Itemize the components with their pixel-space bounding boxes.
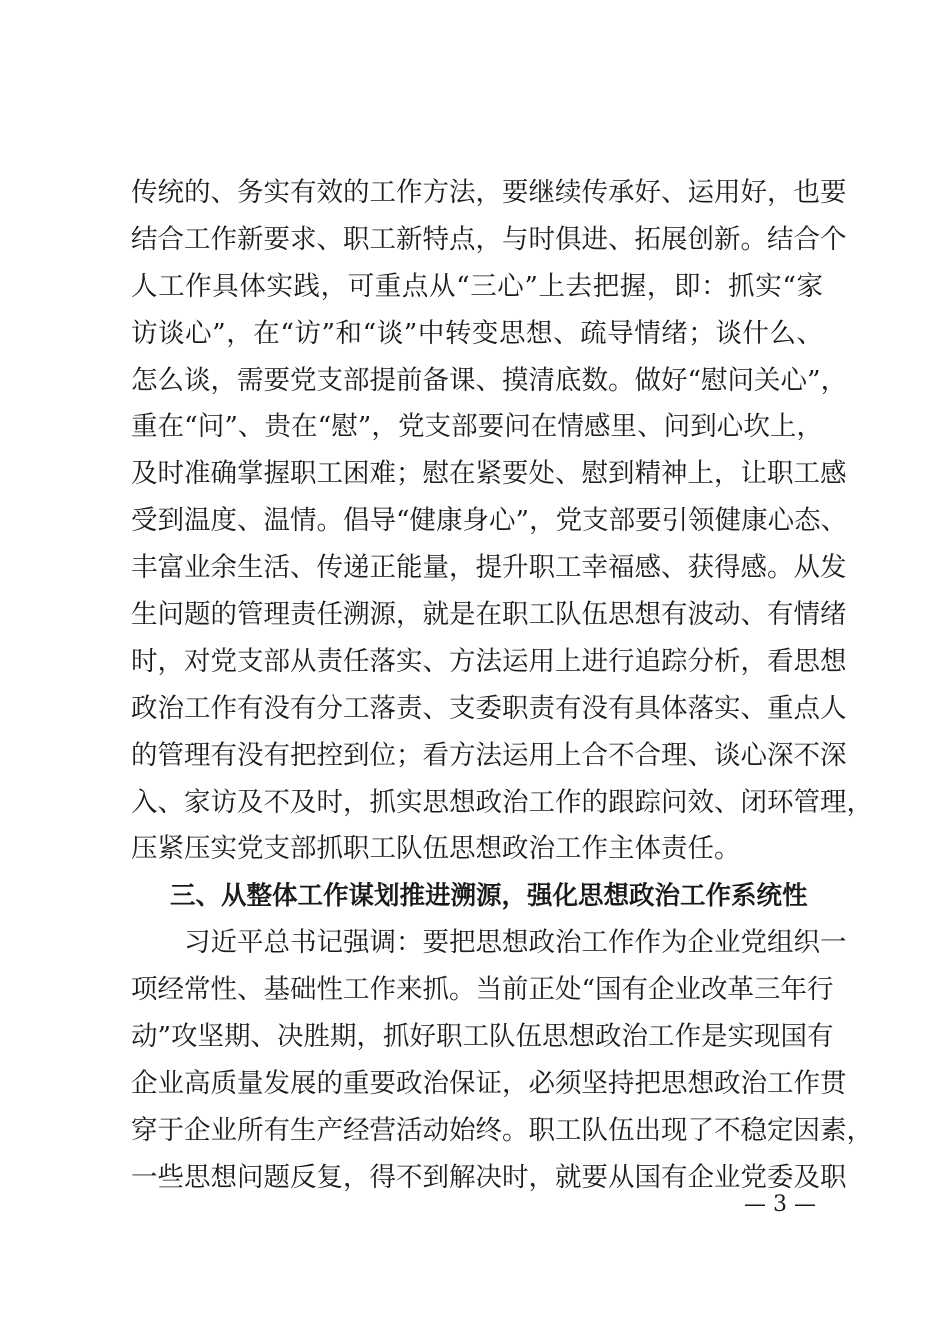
paragraph-line: 穿于企业所有生产经营活动始终。职工队伍出现了不稳定因素， bbox=[131, 1114, 873, 1146]
paragraph-line: 动”攻坚期、决胜期，抓好职工队伍思想政治工作是实现国有 bbox=[131, 1021, 834, 1053]
paragraph-line: 的管理有没有把控到位；看方法运用上合不合理、谈心深不深 bbox=[131, 739, 847, 771]
paragraph-line: 时，对党支部从责任落实、方法运用上进行追踪分析，看思想 bbox=[131, 645, 847, 677]
section-heading: 三、从整体工作谋划推进溯源，强化思想政治工作系统性 bbox=[170, 881, 808, 912]
paragraph-line: 受到温度、温情。倡导“健康身心”，党支部要引领健康心态、 bbox=[131, 505, 848, 537]
paragraph-line: 丰富业余生活、传递正能量，提升职工幸福感、获得感。从发 bbox=[131, 552, 847, 584]
paragraph-line: 及时准确掌握职工困难；慰在紧要处、慰到精神上，让职工感 bbox=[131, 458, 847, 490]
paragraph-line: 一些思想问题反复，得不到解决时，就要从国有企业党委及职 bbox=[131, 1161, 847, 1193]
paragraph-line: 人工作具体实践，可重点从“三心”上去把握，即：抓实“家 bbox=[131, 270, 823, 302]
paragraph-line: 重在“问”、贵在“慰”，党支部要问在情感里、问到心坎上， bbox=[131, 411, 823, 443]
paragraph-line: 项经常性、基础性工作来抓。当前正处“国有企业改革三年行 bbox=[131, 974, 834, 1006]
paragraph-line: 传统的、务实有效的工作方法，要继续传承好、运用好，也要 bbox=[131, 177, 847, 208]
paragraph-line: 压紧压实党支部抓职工队伍思想政治工作主体责任。 bbox=[131, 833, 741, 865]
paragraph-line: 怎么谈，需要党支部提前备课、摸清底数。做好“慰问关心”， bbox=[131, 364, 848, 396]
paragraph-line: 企业高质量发展的重要政治保证，必须坚持把思想政治工作贯 bbox=[131, 1067, 847, 1099]
paragraph-line: 结合工作新要求、职工新特点，与时俱进、拓展创新。结合个 bbox=[131, 223, 847, 255]
paragraph-line: 入、家访及不及时，抓实思想政治工作的跟踪问效、闭环管理， bbox=[131, 786, 873, 818]
page-number: — 3 — bbox=[744, 1192, 816, 1217]
paragraph-line: 政治工作有没有分工落责、支委职责有没有具体落实、重点人 bbox=[131, 692, 847, 724]
document-body bbox=[131, 170, 873, 1202]
paragraph-line: 习近平总书记强调：要把思想政治工作作为企业党组织一 bbox=[184, 927, 847, 959]
paragraph-line: 生问题的管理责任溯源，就是在职工队伍思想有波动、有情绪 bbox=[131, 599, 847, 631]
paragraph-line: 访谈心”，在“访”和“谈”中转变思想、疏导情绪；谈什么、 bbox=[131, 317, 823, 349]
